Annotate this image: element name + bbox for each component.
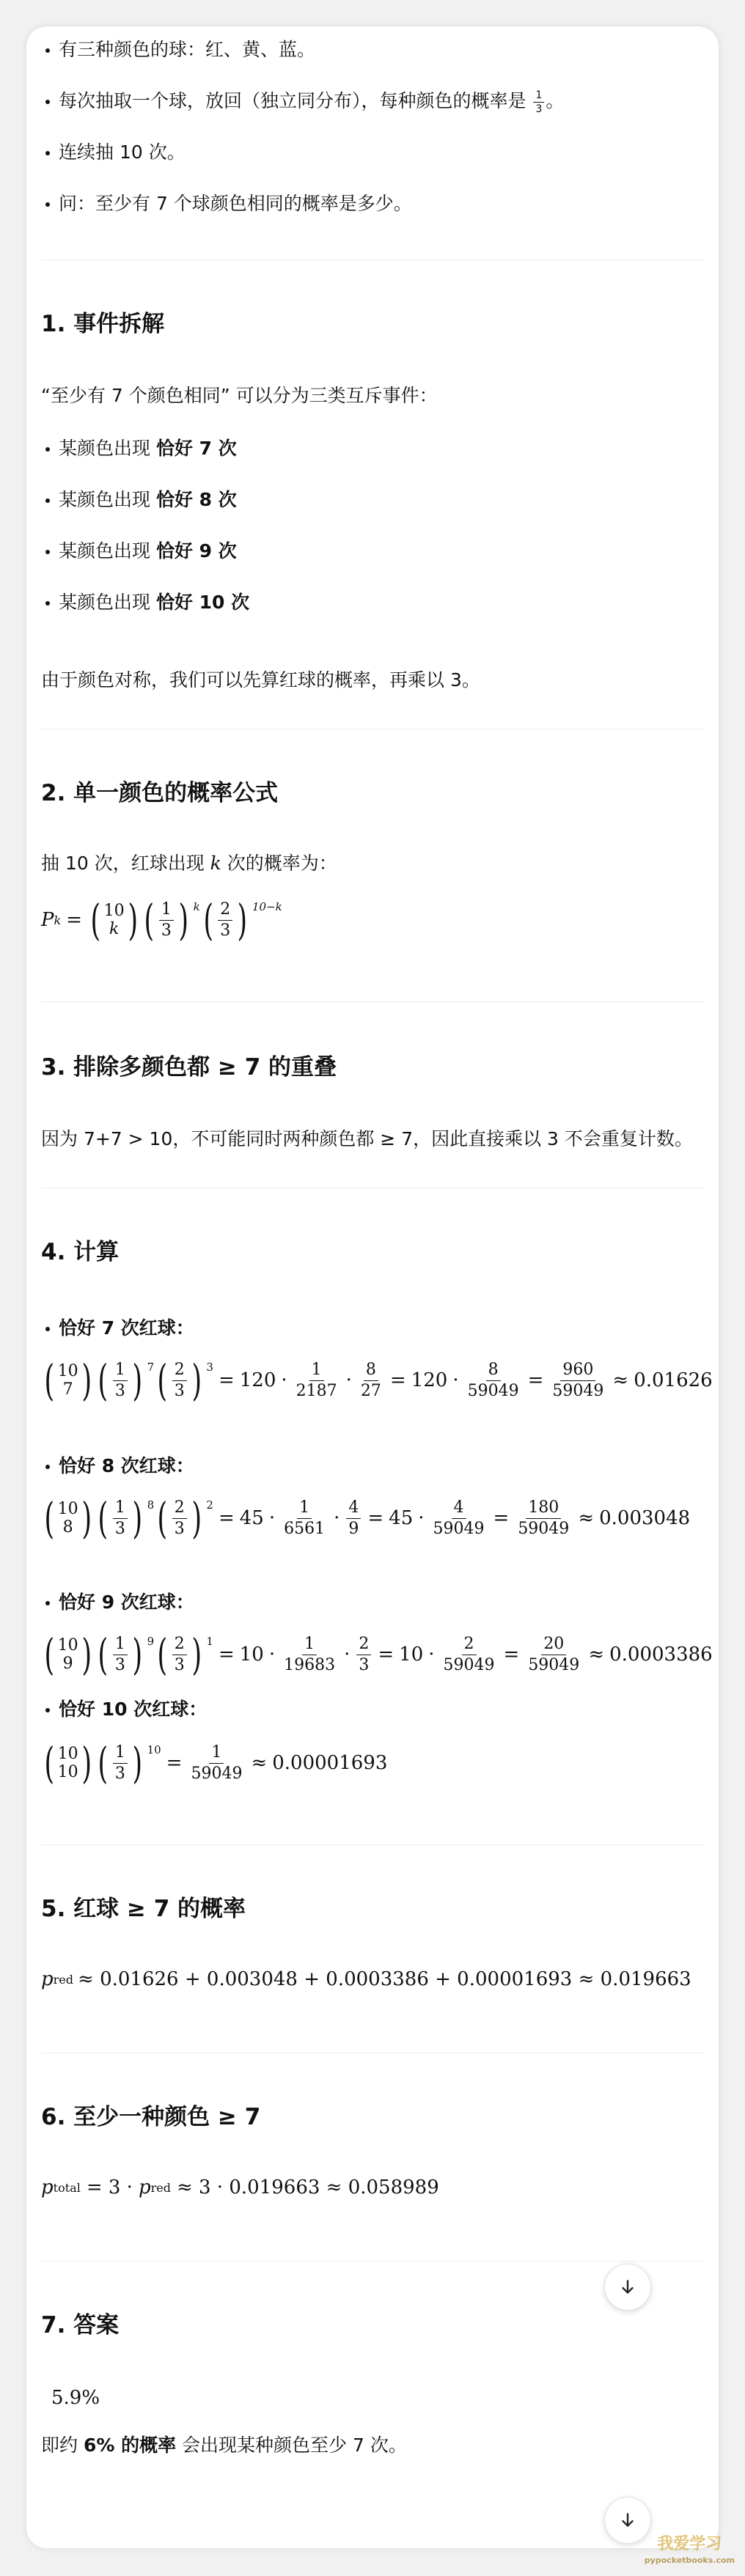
- section-1-note: 由于颜色对称，我们可以先算红球的概率，再乘以 3。: [41, 669, 480, 691]
- divider: [41, 1844, 704, 1845]
- list-item: 连续抽 10 次。: [41, 139, 564, 166]
- fraction: $\frac{1}{3}$: [533, 90, 544, 114]
- section-heading-5: 5. 红球 ≥ 7 的概率: [41, 1896, 246, 1922]
- section-heading-7: 7. 答案: [41, 2312, 120, 2338]
- watermark-logo: 我爱学习 pypocketbooks.com: [644, 2535, 735, 2565]
- case-label: 恰好 9 次红球：: [41, 1589, 194, 1616]
- case-label: 恰好 10 次红球：: [41, 1696, 207, 1723]
- list-item: 有三种颜色的球：红、黄、蓝。: [41, 37, 564, 63]
- binomial: ( 10 k ): [90, 895, 138, 945]
- section-heading-4: 4. 计算: [41, 1239, 120, 1265]
- section-heading-3: 3. 排除多颜色都 ≥ 7 的重叠: [41, 1054, 337, 1081]
- formula-p-red: p red ≈ 0.01626 + 0.003048 + 0.0003386 + 0.00001693 ≈ 0.019663: [41, 1968, 691, 1990]
- intro-list: [41, 37, 564, 217]
- scroll-to-bottom-button[interactable]: [604, 2264, 651, 2311]
- list-item: 某颜色出现 恰好 7 次: [41, 435, 701, 462]
- list-item: 某颜色出现 恰好 8 次: [41, 487, 701, 513]
- case-formula-10: ( 10 10 ) ( $\frac{1}{3}$ ) $^{10}$ = $\frac{1}{59049}$ ≈ 0.00001693: [44, 1738, 388, 1788]
- section-2-lead: 抽 10 次，红球出现 k 次的概率为：: [41, 853, 337, 874]
- case-label: 恰好 8 次红球：: [41, 1453, 194, 1479]
- answer-value: 5.9%: [51, 2387, 100, 2409]
- formula-p-total: p total = 3 · p red ≈ 3 · 0.019663 ≈ 0.058989: [41, 2176, 439, 2198]
- formula-pk: P k = ( 10 k ) ( $\frac{1}{3}$ ) $^k$ ( $\frac{2}{3}$ ) $^{10-k}$: [41, 895, 282, 945]
- list-item: 某颜色出现 恰好 10 次: [41, 589, 701, 616]
- divider: [41, 1001, 704, 1002]
- list-item-text: 每次抽取一个球，放回（独立同分布），每种颜色的概率是: [59, 90, 532, 111]
- section-heading-6: 6. 至少一种颜色 ≥ 7: [41, 2104, 261, 2130]
- arrow-down-icon: [618, 2511, 637, 2530]
- case-formula-7: ( 10 7 ) ( $\frac{1}{3}$ ) $^7$ ( $\frac{2}{3}$ ) $^3$ = 120 · $\frac{1}{2187}$ · $\frac{8}{27}$ = 120 · $\frac{8}{59049}$ = $\frac{960}{59049}$ ≈ 0.01626: [44, 1355, 713, 1405]
- section-3-text: 因为 7+7 > 10，不可能同时两种颜色都 ≥ 7，因此直接乘以 3 不会重复计数。: [41, 1128, 693, 1149]
- case-formula-9: ( 10 9 ) ( $\frac{1}{3}$ ) $^9$ ( $\frac{2}{3}$ ) $^1$ = 10 · $\frac{1}{19683}$ · $\frac{2}{3}$ = 10 · $\frac{2}{59049}$ = $\frac{20}{59049}$ ≈ 0.0003386: [44, 1630, 713, 1679]
- section-1-lead: “至少有 7 个颜色相同” 可以分为三类互斥事件：: [41, 385, 438, 406]
- divider: [41, 2261, 704, 2262]
- list-item: 某颜色出现 恰好 9 次: [41, 538, 701, 564]
- list-item: 问：至少有 7 个球颜色相同的概率是多少。: [41, 191, 564, 217]
- arrow-down-icon: [618, 2278, 637, 2297]
- section-heading-2: 2. 单一颜色的概率公式: [41, 780, 279, 806]
- case-formula-8: ( 10 8 ) ( $\frac{1}{3}$ ) $^8$ ( $\frac{2}{3}$ ) $^2$ = 45 · $\frac{1}{6561}$ · $\frac{4}{9}$ = 45 · $\frac{4}{59049}$ = $\frac{180}{59049}$ ≈ 0.003048: [44, 1493, 691, 1543]
- list-item: 每次抽取一个球，放回（独立同分布），每种颜色的概率是 $\frac{1}{3}$ 。: [41, 88, 564, 114]
- case-label: 恰好 7 次红球：: [41, 1315, 194, 1342]
- chat-message-card: [26, 26, 719, 2548]
- answer-text: 即约 6% 的概率 会出现某种颜色至少 7 次。: [41, 2435, 407, 2456]
- section-heading-1: 1. 事件拆解: [41, 311, 165, 337]
- section-1-list: [41, 435, 701, 616]
